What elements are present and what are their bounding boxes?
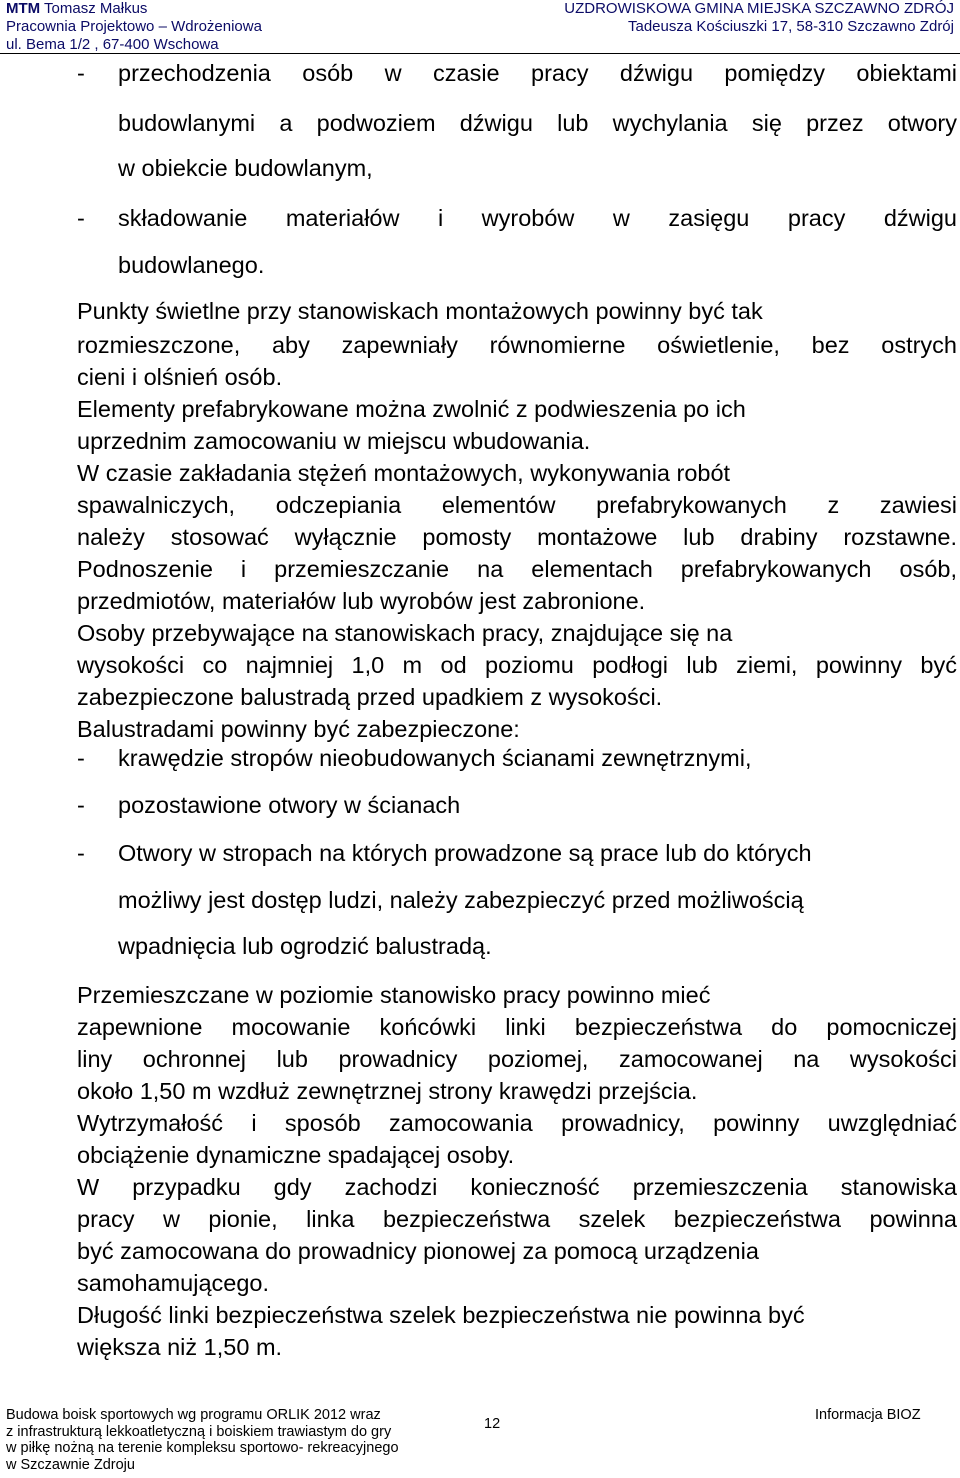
page-number: 12 <box>484 1416 501 1432</box>
text-line: Podnoszenie i przemieszczanie na elementach prefabrykowanych osób, <box>77 556 957 582</box>
text-line: wysokości co najmniej 1,0 m od poziomu podłogi lub ziemi, powinny być <box>77 652 957 678</box>
text-line: budowlanego. <box>118 252 265 278</box>
header-client-name: UZDROWISKOWA GMINA MIEJSKA SZCZAWNO ZDRÓJ <box>564 0 954 17</box>
list-dash: - <box>77 205 85 231</box>
text-line: Długość linki bezpieczeństwa szelek bezpieczeństwa nie powinna być <box>77 1302 805 1328</box>
list-dash: - <box>77 60 85 86</box>
text-line: być zamocowana do prowadnicy pionowej za pomocą urządzenia <box>77 1238 759 1264</box>
header-client-address: Tadeusza Kościuszki 17, 58-310 Szczawno Zdrój <box>627 18 954 35</box>
text-line: krawędzie stropów nieobudowanych ścianami zewnętrznymi, <box>118 745 752 771</box>
footer-document-type: Informacja BIOZ <box>815 1407 921 1423</box>
text-line: Balustradami powinny być zabezpieczone: <box>77 716 520 742</box>
text-line: obciążenie dynamiczne spadającej osoby. <box>77 1142 515 1168</box>
text-line: rozmieszczone, aby zapewniały równomierne oświetlenie, bez ostrych <box>77 332 957 358</box>
header-divider <box>0 53 960 54</box>
header-company-line <box>6 0 262 18</box>
text-line: uprzednim zamocowaniu w miejscu wbudowania. <box>77 428 591 454</box>
text-line: pracy w pionie, linka bezpieczeństwa szelek bezpieczeństwa powinna <box>77 1206 957 1232</box>
text-line: przedmiotów, materiałów lub wyrobów jest zabronione. <box>77 588 646 614</box>
header-right <box>564 0 954 36</box>
text-line: zapewnione mocowanie końcówki linki bezpieczeństwa do pomocniczej <box>77 1014 957 1040</box>
text-line: składowanie materiałów i wyrobów w zasięgu pracy dźwigu <box>118 205 957 231</box>
company-owner: Tomasz Małkus <box>40 0 148 17</box>
text-line: Osoby przebywające na stanowiskach pracy, znajdujące się na <box>77 620 733 646</box>
text-line: samohamującego. <box>77 1270 270 1296</box>
list-dash: - <box>77 792 85 818</box>
text-line: zabezpieczone balustradą przed upadkiem z wysokości. <box>77 684 663 710</box>
text-line: liny ochronnej lub prowadnicy poziomej, zamocowanej na wysokości <box>77 1046 957 1072</box>
footer-project-title: Budowa boisk sportowych wg programu ORLIK 2012 wraz z infrastrukturą lekkoatletyczną i boiskiem trawiastym do gry w piłkę nożną na terenie kompleksu sportowo- rekreacyjnego w Szczawnie Zdroju <box>6 1407 399 1473</box>
text-line: możliwy jest dostęp ludzi, należy zabezpieczyć przed możliwością <box>118 887 804 913</box>
text-line: około 1,50 m wzdłuż zewnętrznej strony krawędzi przejścia. <box>77 1078 698 1104</box>
text-line: W czasie zakładania stężeń montażowych, wykonywania robót <box>77 460 731 486</box>
text-line: większa niż 1,50 m. <box>77 1334 283 1360</box>
header-left <box>6 0 262 54</box>
text-line: wpadnięcia lub ogrodzić balustradą. <box>118 933 492 959</box>
text-line: przechodzenia osób w czasie pracy dźwigu pomiędzy obiektami <box>118 60 957 86</box>
text-line: Przemieszczane w poziomie stanowisko pracy powinno mieć <box>77 982 711 1008</box>
list-dash: - <box>77 840 85 866</box>
text-line: Punkty świetlne przy stanowiskach montażowych powinny być tak <box>77 298 763 324</box>
text-line: należy stosować wyłącznie pomosty montażowe lub drabiny rozstawne. <box>77 524 957 550</box>
header-company-type: Pracownia Projektowo – Wdrożeniowa <box>6 18 262 35</box>
text-line: cieni i olśnień osób. <box>77 364 283 390</box>
text-line: spawalniczych, odczepiania elementów prefabrykowanych z zawiesi <box>77 492 957 518</box>
text-line: w obiekcie budowlanym, <box>118 155 373 181</box>
text-line: Wytrzymałość i sposób zamocowania prowadnicy, powinny uwzględniać <box>77 1110 957 1136</box>
text-line: pozostawione otwory w ścianach <box>118 792 461 818</box>
list-dash: - <box>77 745 85 771</box>
text-line: Otwory w stropach na których prowadzone są prace lub do których <box>118 840 812 866</box>
text-line: budowlanymi a podwoziem dźwigu lub wychylania się przez otwory <box>118 110 957 136</box>
text-line: W przypadku gdy zachodzi konieczność przemieszczenia stanowiska <box>77 1174 957 1200</box>
text-line: Elementy prefabrykowane można zwolnić z podwieszenia po ich <box>77 396 746 422</box>
company-logo-text: MTM <box>6 0 41 17</box>
header-company-address: ul. Bema 1/2 , 67-400 Wschowa <box>6 36 219 53</box>
